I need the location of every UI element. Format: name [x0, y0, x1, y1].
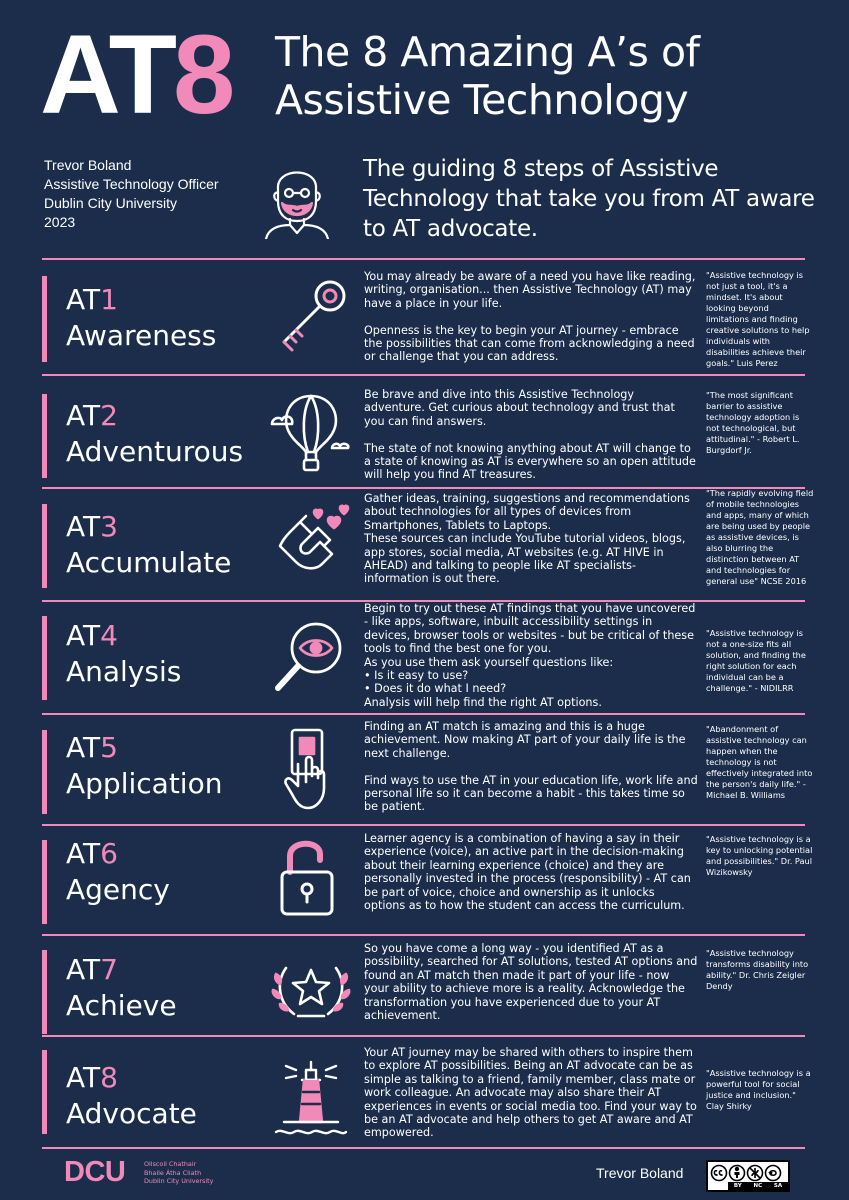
section-body: Be brave and dive into this Assistive Technology adventure. Get curious about technology and trust that you can find answers. The state of not knowing anything about AT will change to a state of knowing as AT is everywhere so an open attitude will help you find AT treasures.: [364, 388, 696, 482]
section-name-analysis: Analysis: [66, 655, 182, 688]
section-number: 6: [100, 837, 118, 870]
dcu-line-1: Ollscoil Chathair: [144, 1160, 197, 1168]
section-accent-bar: [42, 1050, 47, 1134]
section-divider: [42, 713, 805, 715]
cc-by-nc-sa-icon: [706, 1160, 790, 1192]
section-number: 4: [100, 619, 118, 652]
section-label-at3: [66, 509, 286, 545]
section-label-at8: [66, 1060, 286, 1096]
dcu-line-2: Bhaile Átha Cliath: [144, 1168, 202, 1177]
hand-switch-icon: [266, 724, 356, 814]
dcu-logo: [64, 1156, 234, 1190]
page-title: [275, 28, 835, 124]
dcu-letters: DCU: [64, 1156, 126, 1188]
dcu-name-block: [144, 1160, 254, 1186]
section-quote: "Assistive technology is not just a tool, it's a mindset. It's about looking beyond limitations and finding creative solutions to help individuals with disabilities achieve their goals." Luis Perez: [706, 270, 810, 368]
section-accent-bar: [42, 394, 47, 478]
section-prefix: AT: [66, 953, 101, 986]
section-prefix: AT: [66, 731, 101, 764]
section-accent-bar: [42, 616, 47, 700]
section-name-awareness: Awareness: [66, 319, 217, 352]
section-body: So you have come a long way - you identified AT as a possibility, searched for AT solutions, tested AT options and found an AT match then made it part of your life - now your ability to achieve more is a reality. Acknowledge the transformation you have experienced due to your AT achievement.: [364, 942, 698, 1023]
section-number: 2: [100, 399, 118, 432]
section-number: 8: [100, 1061, 118, 1094]
at8-logo: [40, 12, 270, 137]
section-quote: "Assistive technology transforms disability into ability." Dr. Chris Zeigler Dendy: [706, 948, 809, 991]
unlocked-padlock-icon: [266, 834, 356, 924]
magnet-hearts-icon: [266, 500, 356, 590]
section-accent-bar: [42, 276, 47, 362]
section-quote: "Abandonment of assistive technology can happen when the technology is not effectively integrated into the person's daily life." - Michael B. Williams: [706, 724, 813, 800]
section-accent-bar: [42, 950, 47, 1034]
section-prefix: AT: [66, 837, 101, 870]
page-title-line-2: Assistive Technology: [275, 76, 689, 124]
section-accent-bar: [42, 730, 47, 814]
section-prefix: AT: [66, 283, 101, 316]
magnifier-eye-icon: [266, 612, 356, 702]
section-prefix: AT: [66, 1061, 101, 1094]
bald-man-avatar-icon: [262, 155, 332, 239]
hot-air-balloon-icon: [266, 390, 356, 480]
section-quote: "Assistive technology is a key to unlocking potential and possibilities." Dr. Paul Wizikowsky: [706, 834, 813, 877]
section-body: Your AT journey may be shared with others to inspire them to explore AT possibilities. Being an AT advocate can be as simple as talking to a friend, family member, class mate or work colleague. An advocate may also share their AT experiences in events or social media too. Find your way to be an AT advocate and help others to get AT aware and AT empowered.: [364, 1046, 697, 1140]
section-number: 5: [100, 731, 118, 764]
star-laurel-icon: [266, 944, 356, 1034]
cc-nc: NC: [753, 1183, 763, 1189]
section-name-achieve: Achieve: [66, 989, 177, 1022]
section-quote: "The rapidly evolving field of mobile technologies and apps, many of which are being used by people as assistive devices, is also blurring the distinction between AT and technologies for general use" NCSE 2016: [706, 488, 814, 586]
author-block: [44, 156, 264, 232]
author-role: Assistive Technology Officer: [44, 176, 219, 192]
section-body: Begin to try out these AT findings that you have uncovered - like apps, software, inbuilt accessibility settings in devices, browser tools or websites - but be critical of these tools to find the best one for you. As you use them ask yourself questions like: • Is it easy to use? • Does it do what I need? Analysis will help find the right AT options.: [364, 602, 696, 709]
section-body: You may already be aware of a need you have like reading, writing, organisation... then Assistive Technology (AT) may have a place in your life. Openness is the key to begin your AT journey - embrace the possibilities that can come from acknowledging a need or challenge that you can address.: [364, 270, 696, 364]
section-divider: [42, 258, 805, 260]
section-label-at5: [66, 730, 286, 766]
section-label-at2: [66, 398, 286, 434]
section-name-agency: Agency: [66, 873, 170, 906]
footer-author: Trevor Boland: [596, 1165, 684, 1181]
section-divider: [42, 487, 805, 489]
section-label-at1: [66, 282, 286, 318]
section-body: Learner agency is a combination of having a say in their experience (voice), an active part in the decision-making about their learning experience (choice) and they are personally invested in the process (responsibility) - AT can be part of voice, choice and ownership as it unlocks options as to how the student can access the curriculum.: [364, 832, 691, 913]
cc-sa: SA: [773, 1183, 783, 1189]
author-name: Trevor Boland: [44, 157, 132, 173]
section-quote: "Assistive technology is a powerful tool for social justice and inclusion." Clay Shirky: [706, 1068, 811, 1111]
section-prefix: AT: [66, 510, 101, 543]
section-accent-bar: [42, 504, 47, 588]
section-name-advocate: Advocate: [66, 1097, 197, 1130]
section-body: Gather ideas, training, suggestions and recommendations about technologies for all types of devices from Smartphones, Tablets to Laptops. These sources can include YouTube tutorial videos, blogs, app stores, social media, AT websites (e.g. AT HIVE in AHEAD) and talking to people like AT specialists- information is out there.: [364, 492, 690, 586]
author-org: Dublin City University: [44, 195, 178, 211]
logo-8: 8: [172, 12, 232, 137]
page-title-line-1: The 8 Amazing A’s of: [275, 28, 700, 76]
section-divider: [42, 934, 805, 936]
logo-at: AT: [40, 12, 173, 137]
section-quote: "The most significant barrier to assistive technology adoption is not technological, but attitudinal." - Robert L. Burgdorf Jr.: [706, 390, 800, 455]
section-prefix: AT: [66, 399, 101, 432]
section-label-at6: [66, 836, 286, 872]
cc-by: BY: [733, 1183, 742, 1189]
section-prefix: AT: [66, 619, 101, 652]
section-body: Finding an AT match is amazing and this is a huge achievement. Now making AT part of your daily life is the next challenge. Find ways to use the AT in your education life, work life and personal life so it can become a habit - this takes time so be patient.: [364, 720, 698, 814]
section-number: 1: [100, 283, 118, 316]
section-label-at4: [66, 618, 286, 654]
section-number: 3: [100, 510, 118, 543]
section-number: 7: [100, 953, 118, 986]
section-name-application: Application: [66, 767, 223, 800]
dcu-line-3: Dublin City University: [144, 1177, 214, 1186]
section-quote: "Assistive technology is not a one-size fits all solution, and finding the right solution for each individual can be a challenge." - NIDILRR: [706, 628, 806, 693]
subtitle: The guiding 8 steps of Assistive Technology that take you from AT aware to AT advocate.: [363, 156, 815, 242]
section-name-accumulate: Accumulate: [66, 546, 232, 579]
section-divider: [42, 1035, 805, 1037]
cc-strip: [728, 1182, 788, 1190]
section-label-at7: [66, 952, 286, 988]
section-accent-bar: [42, 840, 47, 924]
section-divider: [42, 824, 805, 826]
author-year: 2023: [44, 214, 76, 230]
lighthouse-icon: [266, 1054, 356, 1144]
section-divider: [42, 1147, 805, 1149]
section-name-adventurous: Adventurous: [66, 435, 244, 468]
key-icon: [266, 272, 356, 362]
section-divider: [42, 374, 805, 376]
